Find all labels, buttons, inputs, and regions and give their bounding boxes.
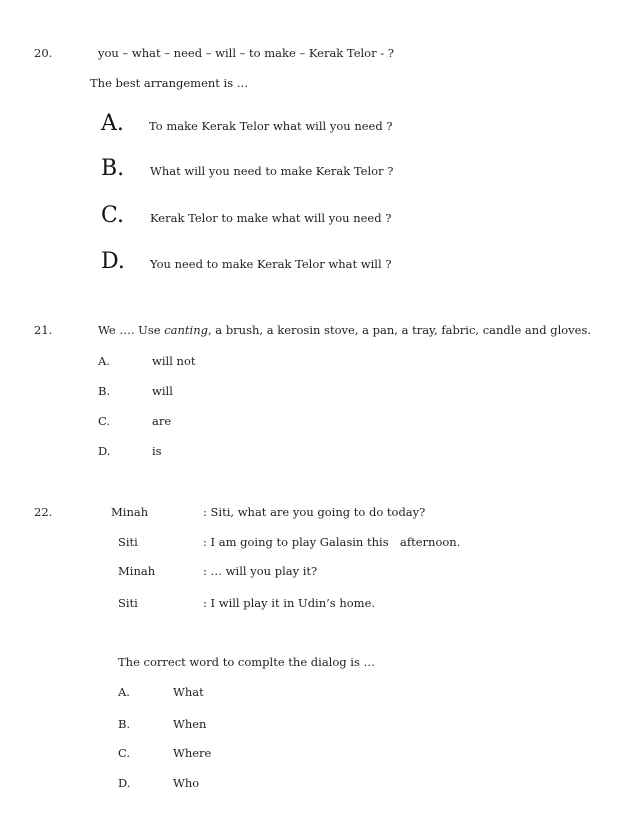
q20-option-d-text: You need to make Kerak Telor what will ? [150, 257, 392, 271]
dialog-line-1: : Siti, what are you going to do today? [203, 505, 426, 519]
dialog-speaker-2: Siti [118, 535, 138, 549]
question-20-instruction: The best arrangement is … [90, 76, 249, 90]
q21-option-d-text: is [152, 444, 162, 458]
q21-option-a-text: will not [152, 354, 196, 368]
dialog-line-2: : I am going to play Galasin this [203, 535, 389, 549]
q20-option-c-text: Kerak Telor to make what will you need ? [150, 211, 392, 225]
q21-prompt-italic: canting [164, 323, 208, 337]
q21-option-c-letter: C. [98, 414, 111, 428]
q21-option-b-text: will [152, 384, 173, 398]
q22-option-d-text: Who [173, 776, 200, 790]
q21-option-d-letter: D. [98, 444, 111, 458]
question-21-prompt [98, 325, 591, 337]
q20-option-a-text: To make Kerak Telor what will you need ? [149, 119, 393, 133]
question-20-prompt: you – what – need – will – to make – Kerak Telor - ? [98, 46, 394, 60]
dialog-speaker-4: Siti [118, 596, 138, 610]
q22-option-c-text: Where [173, 746, 212, 760]
q22-option-b-text: When [173, 717, 207, 731]
q22-option-a-letter: A. [118, 685, 130, 699]
dialog-line-2-extra: afternoon. [400, 535, 461, 549]
question-20-number: 20. [34, 46, 53, 60]
q20-option-b-text: What will you need to make Kerak Telor ? [150, 164, 394, 178]
question-22-instruction: The correct word to complte the dialog is … [118, 655, 376, 669]
dialog-line-3: : … will you play it? [203, 564, 318, 578]
q20-option-c-letter: C. [101, 203, 125, 228]
q21-prompt-after: , a brush, a kerosin stove, a pan, a tray, fabric, candle and gloves. [208, 323, 592, 337]
q22-option-b-letter: B. [118, 717, 131, 731]
q21-option-b-letter: B. [98, 384, 111, 398]
dialog-speaker-1: Minah [111, 505, 149, 519]
dialog-line-4: : I will play it in Udin’s home. [203, 596, 376, 610]
q21-prompt-before: We …. Use [98, 323, 165, 337]
q21-option-c-text: are [152, 414, 172, 428]
q22-option-c-letter: C. [118, 746, 131, 760]
q20-option-b-letter: B. [101, 156, 125, 181]
question-22-number: 22. [34, 505, 53, 519]
q22-option-a-text: What [173, 685, 204, 699]
dialog-speaker-3: Minah [118, 564, 156, 578]
q20-option-d-letter: D. [101, 249, 125, 274]
q21-option-a-letter: A. [98, 354, 110, 368]
q22-option-d-letter: D. [118, 776, 131, 790]
q20-option-a-letter: A. [101, 111, 124, 136]
question-21-number: 21. [34, 323, 53, 337]
